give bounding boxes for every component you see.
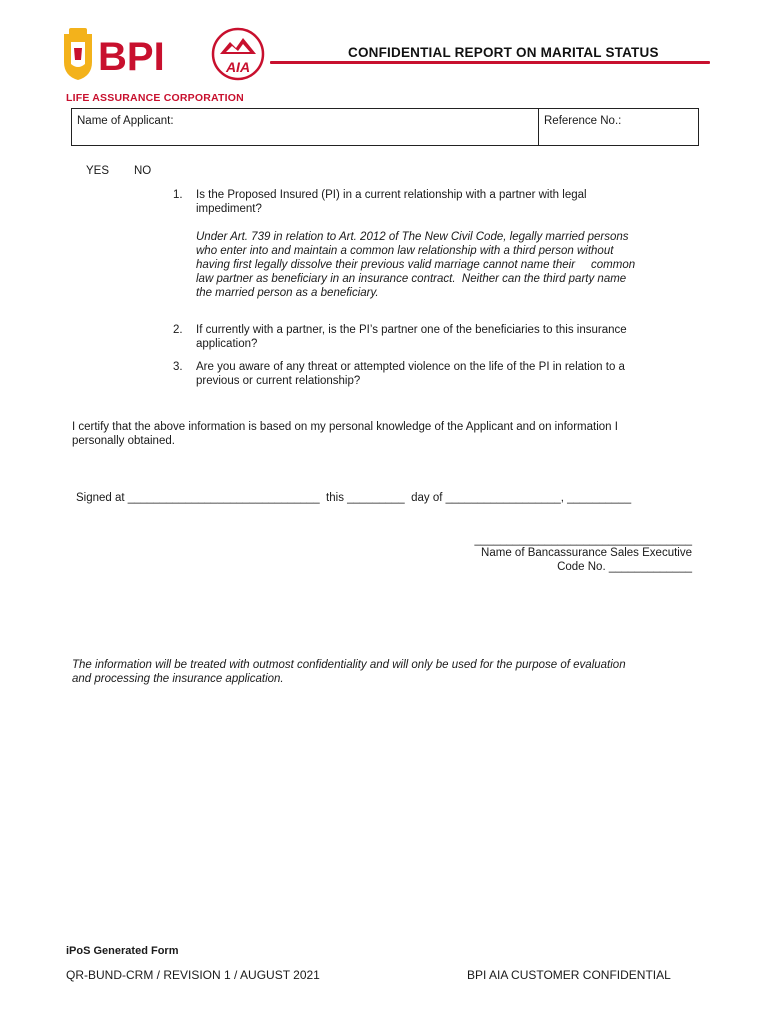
question-number: 2. [173,324,183,336]
certification-text: I certify that the above information is based on my personal knowledge of the Applicant and on information I personally obtained. [72,421,618,447]
executive-signature-line[interactable]: __________________________________ [474,534,692,546]
yes-column-header: YES [86,165,110,177]
question-number: 1. [173,189,183,201]
applicant-box [71,108,699,146]
applicant-name-label: Name of Applicant: [77,115,174,127]
svg-text:AIA: AIA [225,59,251,75]
classification-label: BPI AIA CUSTOMER CONFIDENTIAL [467,968,671,982]
logo-area [60,26,270,88]
bpi-wordmark: BPI [98,35,165,79]
page-title: CONFIDENTIAL REPORT ON MARITAL STATUS [348,45,659,60]
legal-note: Under Art. 739 in relation to Art. 2012 of The New Civil Code, legally married persons who enter into and maintain a common law relationship with a third person without having first legally dissolve their previous valid marriage cannot name their common law partner as beneficiary in an insurance contract. Neither can the third party name the married person as a beneficiary. [196,231,636,299]
question-2: If currently with a partner, is the PI’s partner one of the beneficiaries to this insurance application? [196,324,627,350]
bpi-shield-icon [64,28,92,80]
question-number: 3. [173,361,183,373]
executive-name-label: Name of Bancassurance Sales Executive [481,547,692,559]
question-3: Are you aware of any threat or attempted violence on the life of the PI in relation to a previous or current relationship? [196,361,625,387]
confidentiality-note: The information will be treated with outmost confidentiality and will only be used for the purpose of evaluation and processing the insurance application. [72,659,626,685]
no-column-header: NO [134,165,152,177]
revision-label: QR-BUND-CRM / REVISION 1 / AUGUST 2021 [66,968,320,982]
code-no-field[interactable]: Code No. _____________ [557,561,692,573]
reference-no-label: Reference No.: [544,115,622,127]
bpi-aia-logo [60,26,270,88]
signed-at-line[interactable]: Signed at ______________________________ this _________ day of __________________, __________ [76,492,632,504]
aia-logo-icon [213,29,263,79]
company-subtitle: LIFE ASSURANCE CORPORATION [66,92,244,104]
generated-form-label: iPoS Generated Form [66,945,179,957]
question-1: Is the Proposed Insured (PI) in a current relationship with a partner with legal impediment? [196,189,587,215]
applicant-name-field[interactable] [72,109,539,145]
header-divider [270,61,710,64]
